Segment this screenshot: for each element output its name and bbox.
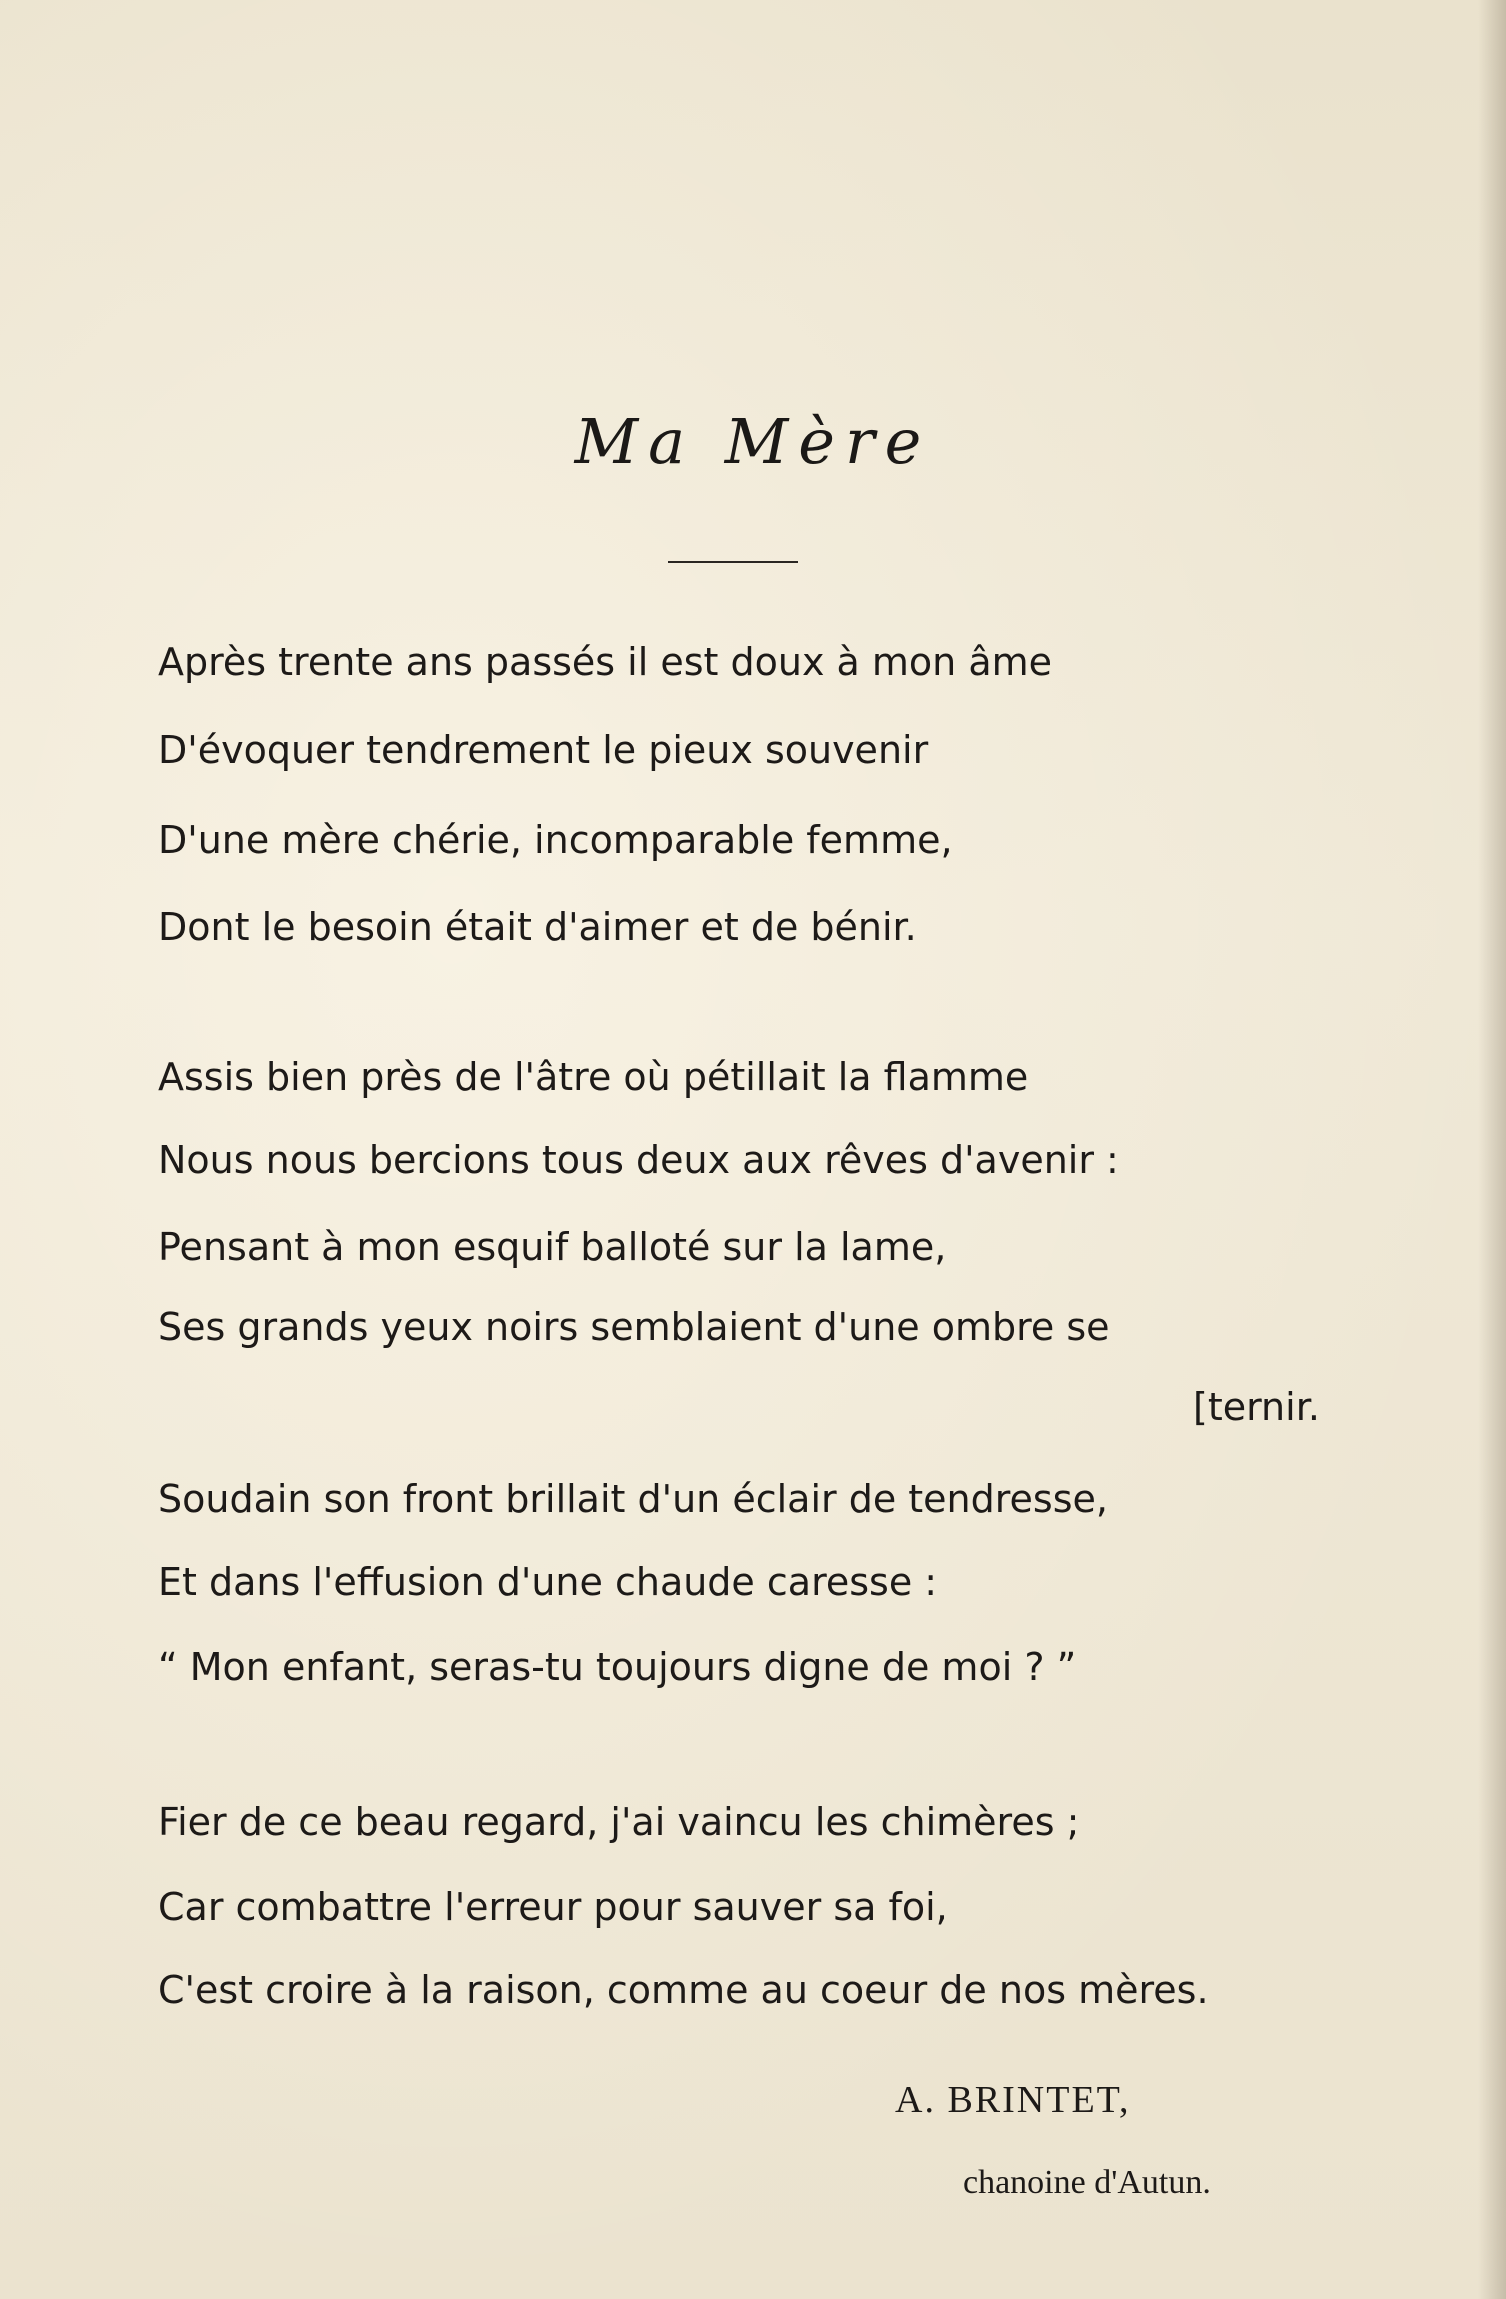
poem-line: Fier de ce beau regard, j'ai vaincu les chimères ;	[158, 1800, 1080, 1844]
bleed-through-text	[150, 150, 1320, 280]
poem-line: Car combattre l'erreur pour sauver sa foi,	[158, 1885, 948, 1929]
poem-line: Nous nous bercions tous deux aux rêves d'avenir :	[158, 1138, 1119, 1182]
poem-line: D'une mère chérie, incomparable femme,	[158, 818, 953, 862]
poem-line: Pensant à mon esquif balloté sur la lame,	[158, 1225, 947, 1269]
poem-title: Ma Mère	[574, 405, 932, 478]
poem-line: “ Mon enfant, seras-tu toujours digne de moi ? ”	[158, 1645, 1077, 1689]
signature-role: chanoine d'Autun.	[963, 2164, 1211, 2201]
poem-line: Soudain son front brillait d'un éclair de tendresse,	[158, 1477, 1108, 1521]
poem-line: Assis bien près de l'âtre où pétillait la flamme	[158, 1055, 1029, 1099]
signature-name: A. BRINTET,	[895, 2079, 1131, 2121]
poem-line: Et dans l'effusion d'une chaude caresse :	[158, 1560, 938, 1604]
poem-line: Ses grands yeux noirs semblaient d'une ombre se	[158, 1305, 1110, 1349]
title-rule	[668, 561, 798, 563]
page-edge-shadow	[1478, 0, 1506, 2299]
poem-line: Après trente ans passés il est doux à mon âme	[158, 640, 1053, 684]
poem-line: D'évoquer tendrement le pieux souvenir	[158, 728, 929, 772]
poem-line-continuation: [ternir.	[1193, 1385, 1320, 1429]
poem-line: C'est croire à la raison, comme au coeur de nos mères.	[158, 1968, 1209, 2012]
poem-line: Dont le besoin était d'aimer et de bénir.	[158, 905, 917, 949]
